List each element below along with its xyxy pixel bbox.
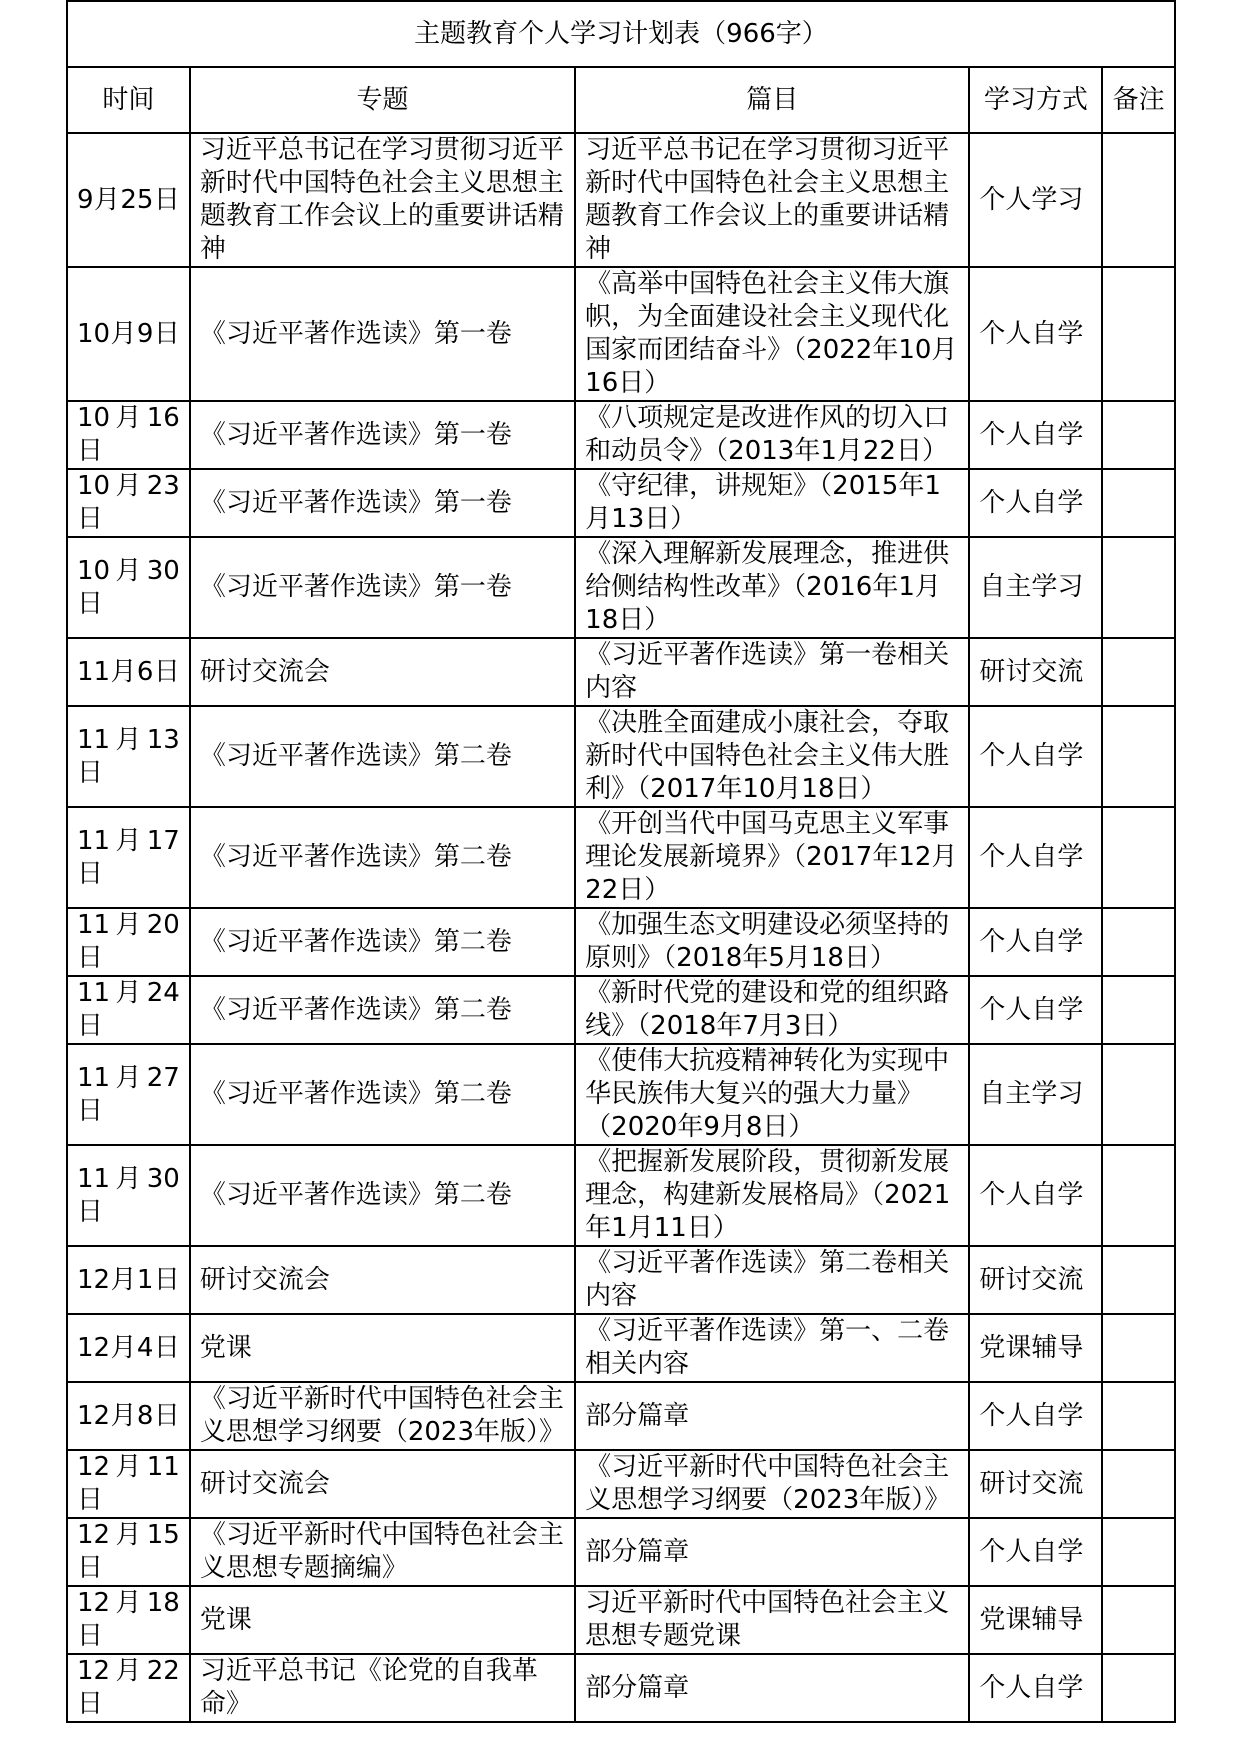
cell-method: 党课辅导 <box>969 1586 1102 1654</box>
cell-remark <box>1102 133 1175 267</box>
table-row <box>67 1450 1175 1518</box>
cell-remark <box>1102 401 1175 469</box>
cell-method: 个人自学 <box>969 401 1102 469</box>
cell-article: 部分篇章 <box>575 1654 969 1722</box>
cell-time: 9月25日 <box>67 133 190 267</box>
header-row <box>67 67 1175 133</box>
cell-remark <box>1102 976 1175 1044</box>
cell-remark <box>1102 1586 1175 1654</box>
cell-topic: 习近平总书记在学习贯彻习近平新时代中国特色社会主义思想主题教育工作会议上的重要讲话精神 <box>190 133 575 267</box>
cell-article: 《守纪律，讲规矩》（2015年1月13日） <box>575 469 969 537</box>
cell-remark <box>1102 1382 1175 1450</box>
table-row <box>67 1044 1175 1145</box>
cell-topic: 《习近平著作选读》第二卷 <box>190 706 575 807</box>
cell-topic: 《习近平著作选读》第二卷 <box>190 1044 575 1145</box>
table-row <box>67 908 1175 976</box>
cell-remark <box>1102 1246 1175 1314</box>
cell-article: 《习近平著作选读》第一、二卷相关内容 <box>575 1314 969 1382</box>
study-plan-table <box>66 0 1176 1723</box>
cell-method: 研讨交流 <box>969 1246 1102 1314</box>
cell-remark <box>1102 1145 1175 1246</box>
cell-time: 11月17日 <box>67 807 190 908</box>
table-row <box>67 537 1175 638</box>
cell-article: 《习近平著作选读》第一卷相关内容 <box>575 638 969 706</box>
cell-topic: 《习近平著作选读》第一卷 <box>190 267 575 401</box>
cell-article: 《把握新发展阶段，贯彻新发展理念，构建新发展格局》（2021年1月11日） <box>575 1145 969 1246</box>
cell-method: 个人自学 <box>969 1145 1102 1246</box>
cell-remark <box>1102 469 1175 537</box>
cell-article: 《新时代党的建设和党的组织路线》（2018年7月3日） <box>575 976 969 1044</box>
cell-method: 个人自学 <box>969 908 1102 976</box>
cell-topic: 《习近平著作选读》第一卷 <box>190 469 575 537</box>
table-row <box>67 1314 1175 1382</box>
cell-topic: 研讨交流会 <box>190 1246 575 1314</box>
table-row <box>67 1145 1175 1246</box>
cell-remark <box>1102 1518 1175 1586</box>
cell-remark <box>1102 267 1175 401</box>
header-remark: 备注 <box>1102 67 1175 133</box>
cell-time: 12月11日 <box>67 1450 190 1518</box>
cell-time: 11月27日 <box>67 1044 190 1145</box>
cell-article: 《加强生态文明建设必须坚持的原则》（2018年5月18日） <box>575 908 969 976</box>
cell-topic: 《习近平著作选读》第二卷 <box>190 1145 575 1246</box>
cell-article: 《决胜全面建成小康社会，夺取新时代中国特色社会主义伟大胜利》（2017年10月18日） <box>575 706 969 807</box>
cell-article: 《习近平新时代中国特色社会主义思想学习纲要（2023年版）》 <box>575 1450 969 1518</box>
table-row <box>67 267 1175 401</box>
table-body <box>67 133 1175 1722</box>
cell-method: 个人自学 <box>969 807 1102 908</box>
cell-time: 11月24日 <box>67 976 190 1044</box>
cell-method: 党课辅导 <box>969 1314 1102 1382</box>
cell-method: 个人学习 <box>969 133 1102 267</box>
cell-remark <box>1102 1654 1175 1722</box>
cell-time: 12月1日 <box>67 1246 190 1314</box>
cell-topic: 《习近平著作选读》第二卷 <box>190 908 575 976</box>
cell-time: 11月6日 <box>67 638 190 706</box>
cell-topic: 《习近平著作选读》第一卷 <box>190 401 575 469</box>
cell-time: 11月20日 <box>67 908 190 976</box>
cell-time: 12月15日 <box>67 1518 190 1586</box>
cell-topic: 研讨交流会 <box>190 1450 575 1518</box>
cell-time: 11月30日 <box>67 1145 190 1246</box>
cell-time: 12月8日 <box>67 1382 190 1450</box>
cell-method: 个人自学 <box>969 267 1102 401</box>
table-row <box>67 1586 1175 1654</box>
cell-topic: 《习近平新时代中国特色社会主义思想学习纲要（2023年版）》 <box>190 1382 575 1450</box>
cell-method: 个人自学 <box>969 976 1102 1044</box>
cell-remark <box>1102 1314 1175 1382</box>
cell-article: 部分篇章 <box>575 1382 969 1450</box>
title-row <box>67 1 1175 67</box>
table-row <box>67 706 1175 807</box>
table-row <box>67 133 1175 267</box>
cell-topic: 《习近平著作选读》第一卷 <box>190 537 575 638</box>
table-row <box>67 1246 1175 1314</box>
table-row <box>67 401 1175 469</box>
cell-article: 《八项规定是改进作风的切入口和动员令》（2013年1月22日） <box>575 401 969 469</box>
cell-remark <box>1102 706 1175 807</box>
cell-method: 研讨交流 <box>969 638 1102 706</box>
cell-remark <box>1102 908 1175 976</box>
cell-article: 《开创当代中国马克思主义军事理论发展新境界》（2017年12月22日） <box>575 807 969 908</box>
cell-remark <box>1102 638 1175 706</box>
cell-article: 《习近平著作选读》第二卷相关内容 <box>575 1246 969 1314</box>
cell-time: 10月16日 <box>67 401 190 469</box>
cell-remark <box>1102 1044 1175 1145</box>
cell-method: 个人自学 <box>969 469 1102 537</box>
cell-article: 部分篇章 <box>575 1518 969 1586</box>
table-row <box>67 807 1175 908</box>
header-topic: 专题 <box>190 67 575 133</box>
cell-method: 自主学习 <box>969 1044 1102 1145</box>
header-method: 学习方式 <box>969 67 1102 133</box>
document-page <box>66 0 1176 1723</box>
cell-remark <box>1102 537 1175 638</box>
table-row <box>67 1654 1175 1722</box>
cell-topic: 《习近平著作选读》第二卷 <box>190 807 575 908</box>
cell-time: 12月18日 <box>67 1586 190 1654</box>
table-row <box>67 1382 1175 1450</box>
cell-time: 12月22日 <box>67 1654 190 1722</box>
cell-remark <box>1102 807 1175 908</box>
cell-topic: 《习近平新时代中国特色社会主义思想专题摘编》 <box>190 1518 575 1586</box>
cell-method: 个人自学 <box>969 1382 1102 1450</box>
cell-time: 11月13日 <box>67 706 190 807</box>
cell-topic: 党课 <box>190 1586 575 1654</box>
table-row <box>67 638 1175 706</box>
cell-method: 自主学习 <box>969 537 1102 638</box>
table-title: 主题教育个人学习计划表（966字） <box>67 1 1175 67</box>
cell-method: 研讨交流 <box>969 1450 1102 1518</box>
cell-topic: 习近平总书记《论党的自我革命》 <box>190 1654 575 1722</box>
cell-article: 习近平新时代中国特色社会主义思想专题党课 <box>575 1586 969 1654</box>
cell-time: 10月9日 <box>67 267 190 401</box>
cell-time: 10月23日 <box>67 469 190 537</box>
cell-time: 12月4日 <box>67 1314 190 1382</box>
cell-topic: 研讨交流会 <box>190 638 575 706</box>
cell-time: 10月30日 <box>67 537 190 638</box>
cell-article: 习近平总书记在学习贯彻习近平新时代中国特色社会主义思想主题教育工作会议上的重要讲话精神 <box>575 133 969 267</box>
header-article: 篇目 <box>575 67 969 133</box>
cell-method: 个人自学 <box>969 1518 1102 1586</box>
cell-method: 个人自学 <box>969 1654 1102 1722</box>
cell-method: 个人自学 <box>969 706 1102 807</box>
table-row <box>67 469 1175 537</box>
cell-topic: 党课 <box>190 1314 575 1382</box>
cell-article: 《深入理解新发展理念，推进供给侧结构性改革》（2016年1月18日） <box>575 537 969 638</box>
header-time: 时间 <box>67 67 190 133</box>
cell-remark <box>1102 1450 1175 1518</box>
table-row <box>67 976 1175 1044</box>
cell-article: 《高举中国特色社会主义伟大旗帜，为全面建设社会主义现代化国家而团结奋斗》（2022年10月16日） <box>575 267 969 401</box>
table-row <box>67 1518 1175 1586</box>
cell-article: 《使伟大抗疫精神转化为实现中华民族伟大复兴的强大力量》（2020年9月8日） <box>575 1044 969 1145</box>
cell-topic: 《习近平著作选读》第二卷 <box>190 976 575 1044</box>
